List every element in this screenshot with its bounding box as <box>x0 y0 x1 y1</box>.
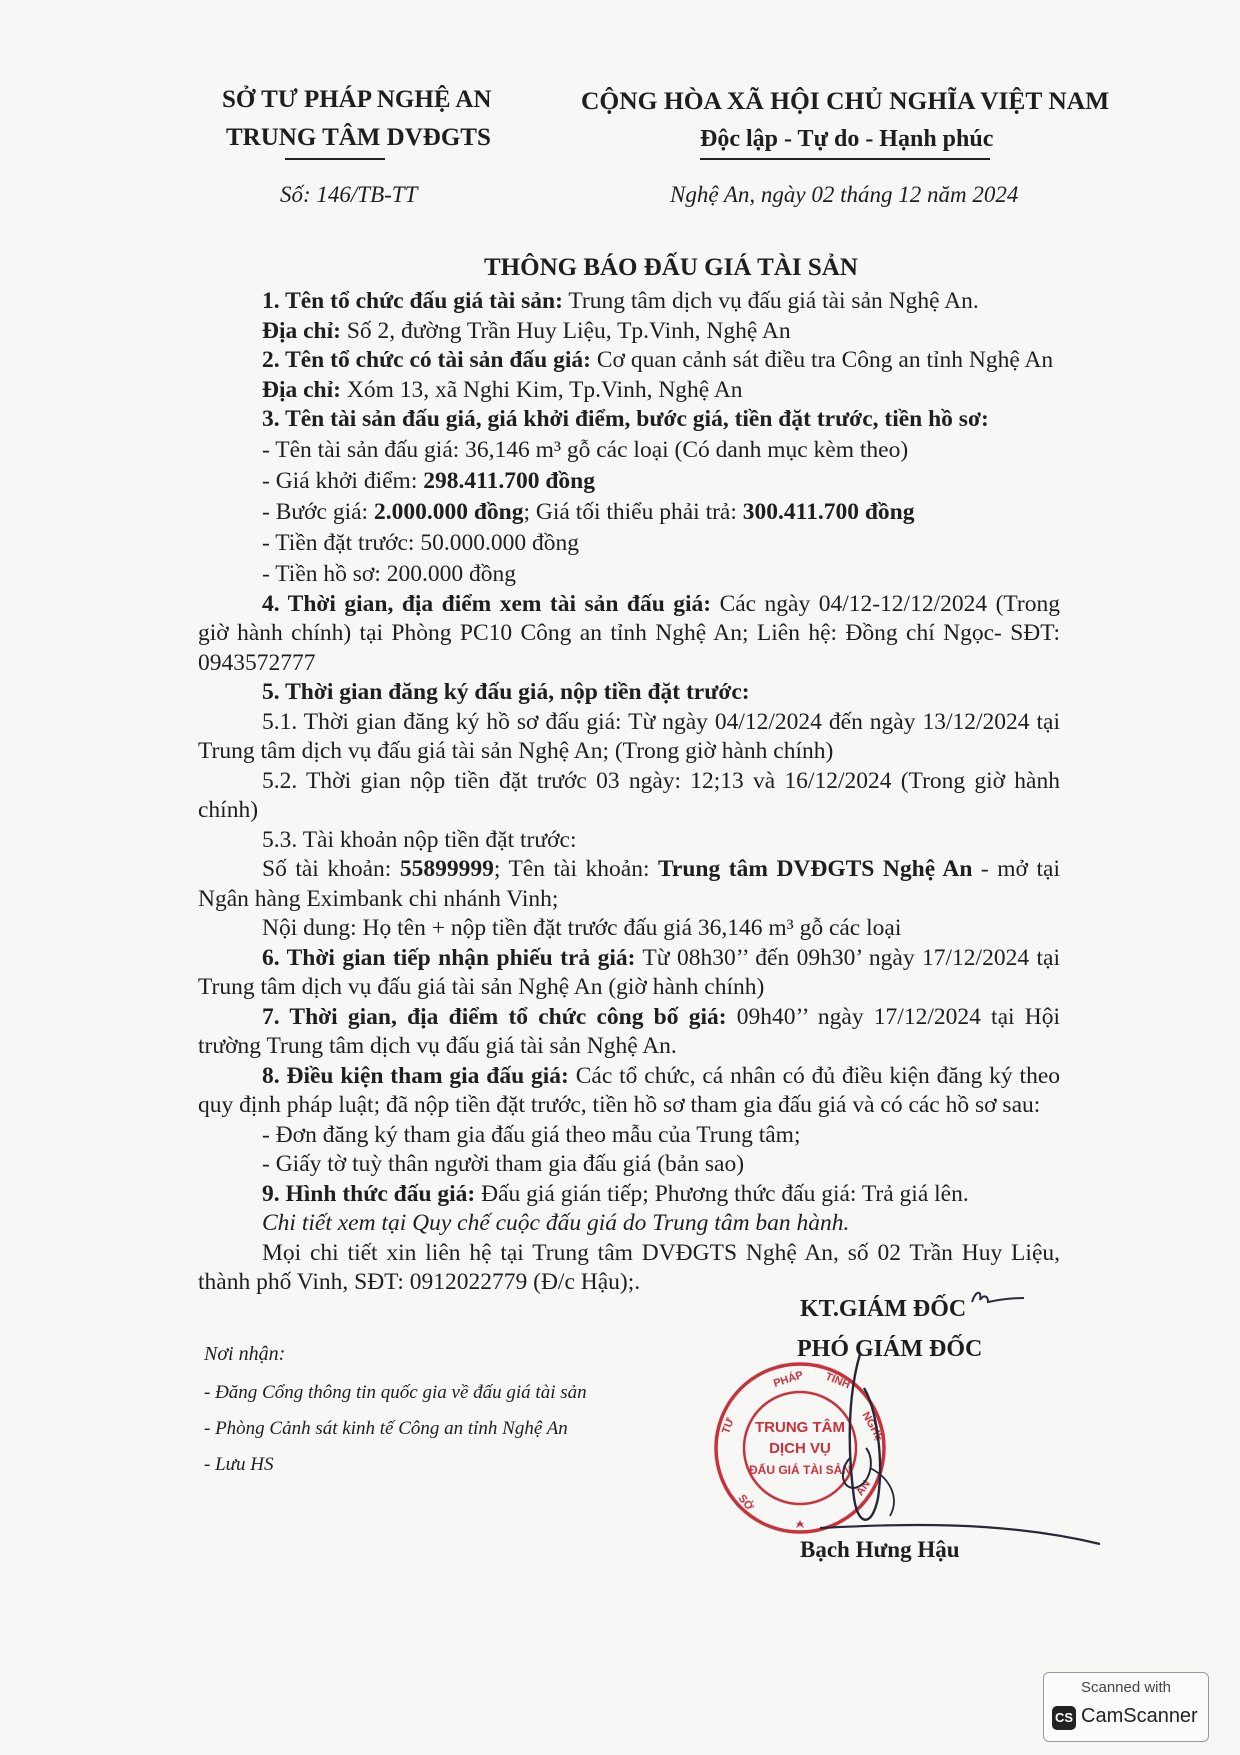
condition-item-2: - Giấy tờ tuỳ thân người tham gia đấu giá (bản sao) <box>262 1151 745 1177</box>
org-underline <box>285 158 385 160</box>
nation-title: CỘNG HÒA XÃ HỘI CHỦ NGHĨA VIỆT NAM <box>581 86 1110 115</box>
org-name-line1: SỞ TƯ PHÁP NGHỆ AN <box>222 86 492 113</box>
section-5: 5. Thời gian đăng ký đấu giá, nộp tiền đặt trước: <box>262 679 750 705</box>
recipient-item-2: - Phòng Cảnh sát kinh tế Công an tỉnh Nghệ An <box>204 1418 568 1439</box>
camscanner-logo-icon: CS <box>1052 1706 1076 1730</box>
section-6: 6. Thời gian tiếp nhận phiếu trả giá: Từ 08h30’’ đến 09h30’ ngày 17/12/2024 tại Trung tâm dịch vụ đấu giá tài sản Nghệ An (giờ hành chính) <box>198 944 1060 1000</box>
document-body <box>198 287 1060 1298</box>
section-1-address: Địa chỉ: Số 2, đường Trần Huy Liệu, Tp.Vinh, Nghệ An <box>262 317 791 344</box>
signature-title-2: PHÓ GIÁM ĐỐC <box>797 1336 983 1362</box>
handwritten-signature <box>780 1348 1110 1548</box>
motto-underline <box>700 158 990 160</box>
contact-info: Mọi chi tiết xin liên hệ tại Trung tâm DVĐGTS Nghệ An, số 02 Trần Huy Liệu, thành phố Vinh, SĐT: 0912022779 (Đ/c Hậu);. <box>198 1239 1060 1295</box>
nation-motto: Độc lập - Tự do - Hạnh phúc <box>700 126 994 152</box>
stamp-ring-bottom-left: SỞ <box>735 1492 756 1513</box>
org-name-line2: TRUNG TÂM DVĐGTS <box>226 124 491 151</box>
section-5-1: 5.1. Thời gian đăng ký hồ sơ đấu giá: Từ ngày 04/12/2024 đến ngày 13/12/2024 tại Trung tâm dịch vụ đấu giá tài sản Nghệ An; (Trong giờ hành chính) <box>198 708 1060 764</box>
section-4: 4. Thời gian, địa điểm xem tài sản đấu giá: Các ngày 04/12-12/12/2024 (Trong giờ hành chính) tại Phòng PC10 Công an tỉnh Nghệ An; Liên hệ: Đồng chí Ngọc- SĐT: 0943572777 <box>198 590 1060 676</box>
details-note: Chi tiết xem tại Quy chế cuộc đấu giá do Trung tâm ban hành. <box>262 1210 850 1236</box>
starting-price: - Giá khởi điểm: 298.411.700 đồng <box>262 467 595 494</box>
stamp-ring-bottom-right: AN <box>853 1478 873 1499</box>
watermark-line2: CamScanner <box>1081 1705 1198 1727</box>
condition-item-1: - Đơn đăng ký tham gia đấu giá theo mẫu của Trung tâm; <box>262 1121 801 1148</box>
section-9: 9. Hình thức đấu giá: Đấu giá gián tiếp; Phương thức đấu giá: Trả giá lên. <box>262 1180 969 1207</box>
place-date: Nghệ An, ngày 02 tháng 12 năm 2024 <box>670 182 1019 207</box>
document-number: Số: 146/TB-TT <box>280 182 418 207</box>
stamp-center-1: TRUNG TÂM <box>755 1419 845 1436</box>
section-2-address: Địa chỉ: Xóm 13, xã Nghi Kim, Tp.Vinh, Nghệ An <box>262 376 743 403</box>
recipient-item-1: - Đăng Cổng thông tin quốc gia về đấu giá tài sản <box>204 1382 587 1403</box>
section-5-2: 5.2. Thời gian nộp tiền đặt trước 03 ngày: 12;13 và 16/12/2024 (Trong giờ hành chính) <box>198 767 1060 823</box>
stamp-ring-right: TỈNH <box>823 1370 852 1392</box>
watermark-line1: Scanned with <box>1080 1679 1172 1696</box>
stamp-ring-left: TƯ <box>720 1416 737 1436</box>
recipients-title: Nơi nhận: <box>204 1343 286 1365</box>
recipient-item-3: - Lưu HS <box>204 1454 274 1475</box>
payment-content: Nội dung: Họ tên + nộp tiền đặt trước đấu giá 36,146 m³ gỗ các loại <box>262 915 902 941</box>
bid-step: - Bước giá: 2.000.000 đồng; Giá tối thiểu phải trả: 300.411.700 đồng <box>262 498 915 525</box>
deposit: - Tiền đặt trước: 50.000.000 đồng <box>262 529 579 556</box>
signature-title-1: KT.GIÁM ĐỐC <box>800 1296 967 1322</box>
stamp-ring-top: PHÁP <box>772 1369 805 1390</box>
section-3: 3. Tên tài sản đấu giá, giá khởi điểm, bước giá, tiền đặt trước, tiền hồ sơ: <box>262 406 989 432</box>
section-5-3: 5.3. Tài khoản nộp tiền đặt trước: <box>262 826 577 853</box>
stamp-center-2: DỊCH VỤ <box>769 1440 831 1457</box>
asset-name: - Tên tài sản đấu giá: 36,146 m³ gỗ các loại (Có danh mục kèm theo) <box>262 436 909 463</box>
stamp-ring-right-2: NGHỆ <box>859 1410 886 1444</box>
signer-name: Bạch Hưng Hậu <box>800 1537 960 1562</box>
bank-account: Số tài khoản: 55899999; Tên tài khoản: Trung tâm DVĐGTS Nghệ An - mở tại Ngân hàng Eximbank chi nhánh Vinh; <box>198 856 1060 912</box>
section-8: 8. Điều kiện tham gia đấu giá: Các tổ chức, cá nhân có đủ điều kiện đăng ký theo quy định pháp luật; đã nộp tiền đặt trước, tiền hồ sơ tham gia đấu giá và có các hồ sơ sau: <box>198 1062 1060 1118</box>
section-2: 2. Tên tổ chức có tài sản đấu giá: Cơ quan cảnh sát điều tra Công an tỉnh Nghệ An <box>262 347 1054 373</box>
stamp-center-3: ĐẤU GIÁ TÀI SẢN <box>749 1463 851 1477</box>
document-title: THÔNG BÁO ĐẤU GIÁ TÀI SẢN <box>484 254 858 281</box>
section-7: 7. Thời gian, địa điểm tổ chức công bố giá: 09h40’’ ngày 17/12/2024 tại Hội trường Trung tâm dịch vụ đấu giá tài sản Nghệ An. <box>198 1003 1061 1059</box>
scanner-watermark <box>1043 1672 1209 1742</box>
initial-mark <box>968 1284 1028 1310</box>
dossier-fee: - Tiền hồ sơ: 200.000 đồng <box>262 560 516 587</box>
section-1: 1. Tên tổ chức đấu giá tài sản: Trung tâm dịch vụ đấu giá tài sản Nghệ An. <box>262 288 979 314</box>
